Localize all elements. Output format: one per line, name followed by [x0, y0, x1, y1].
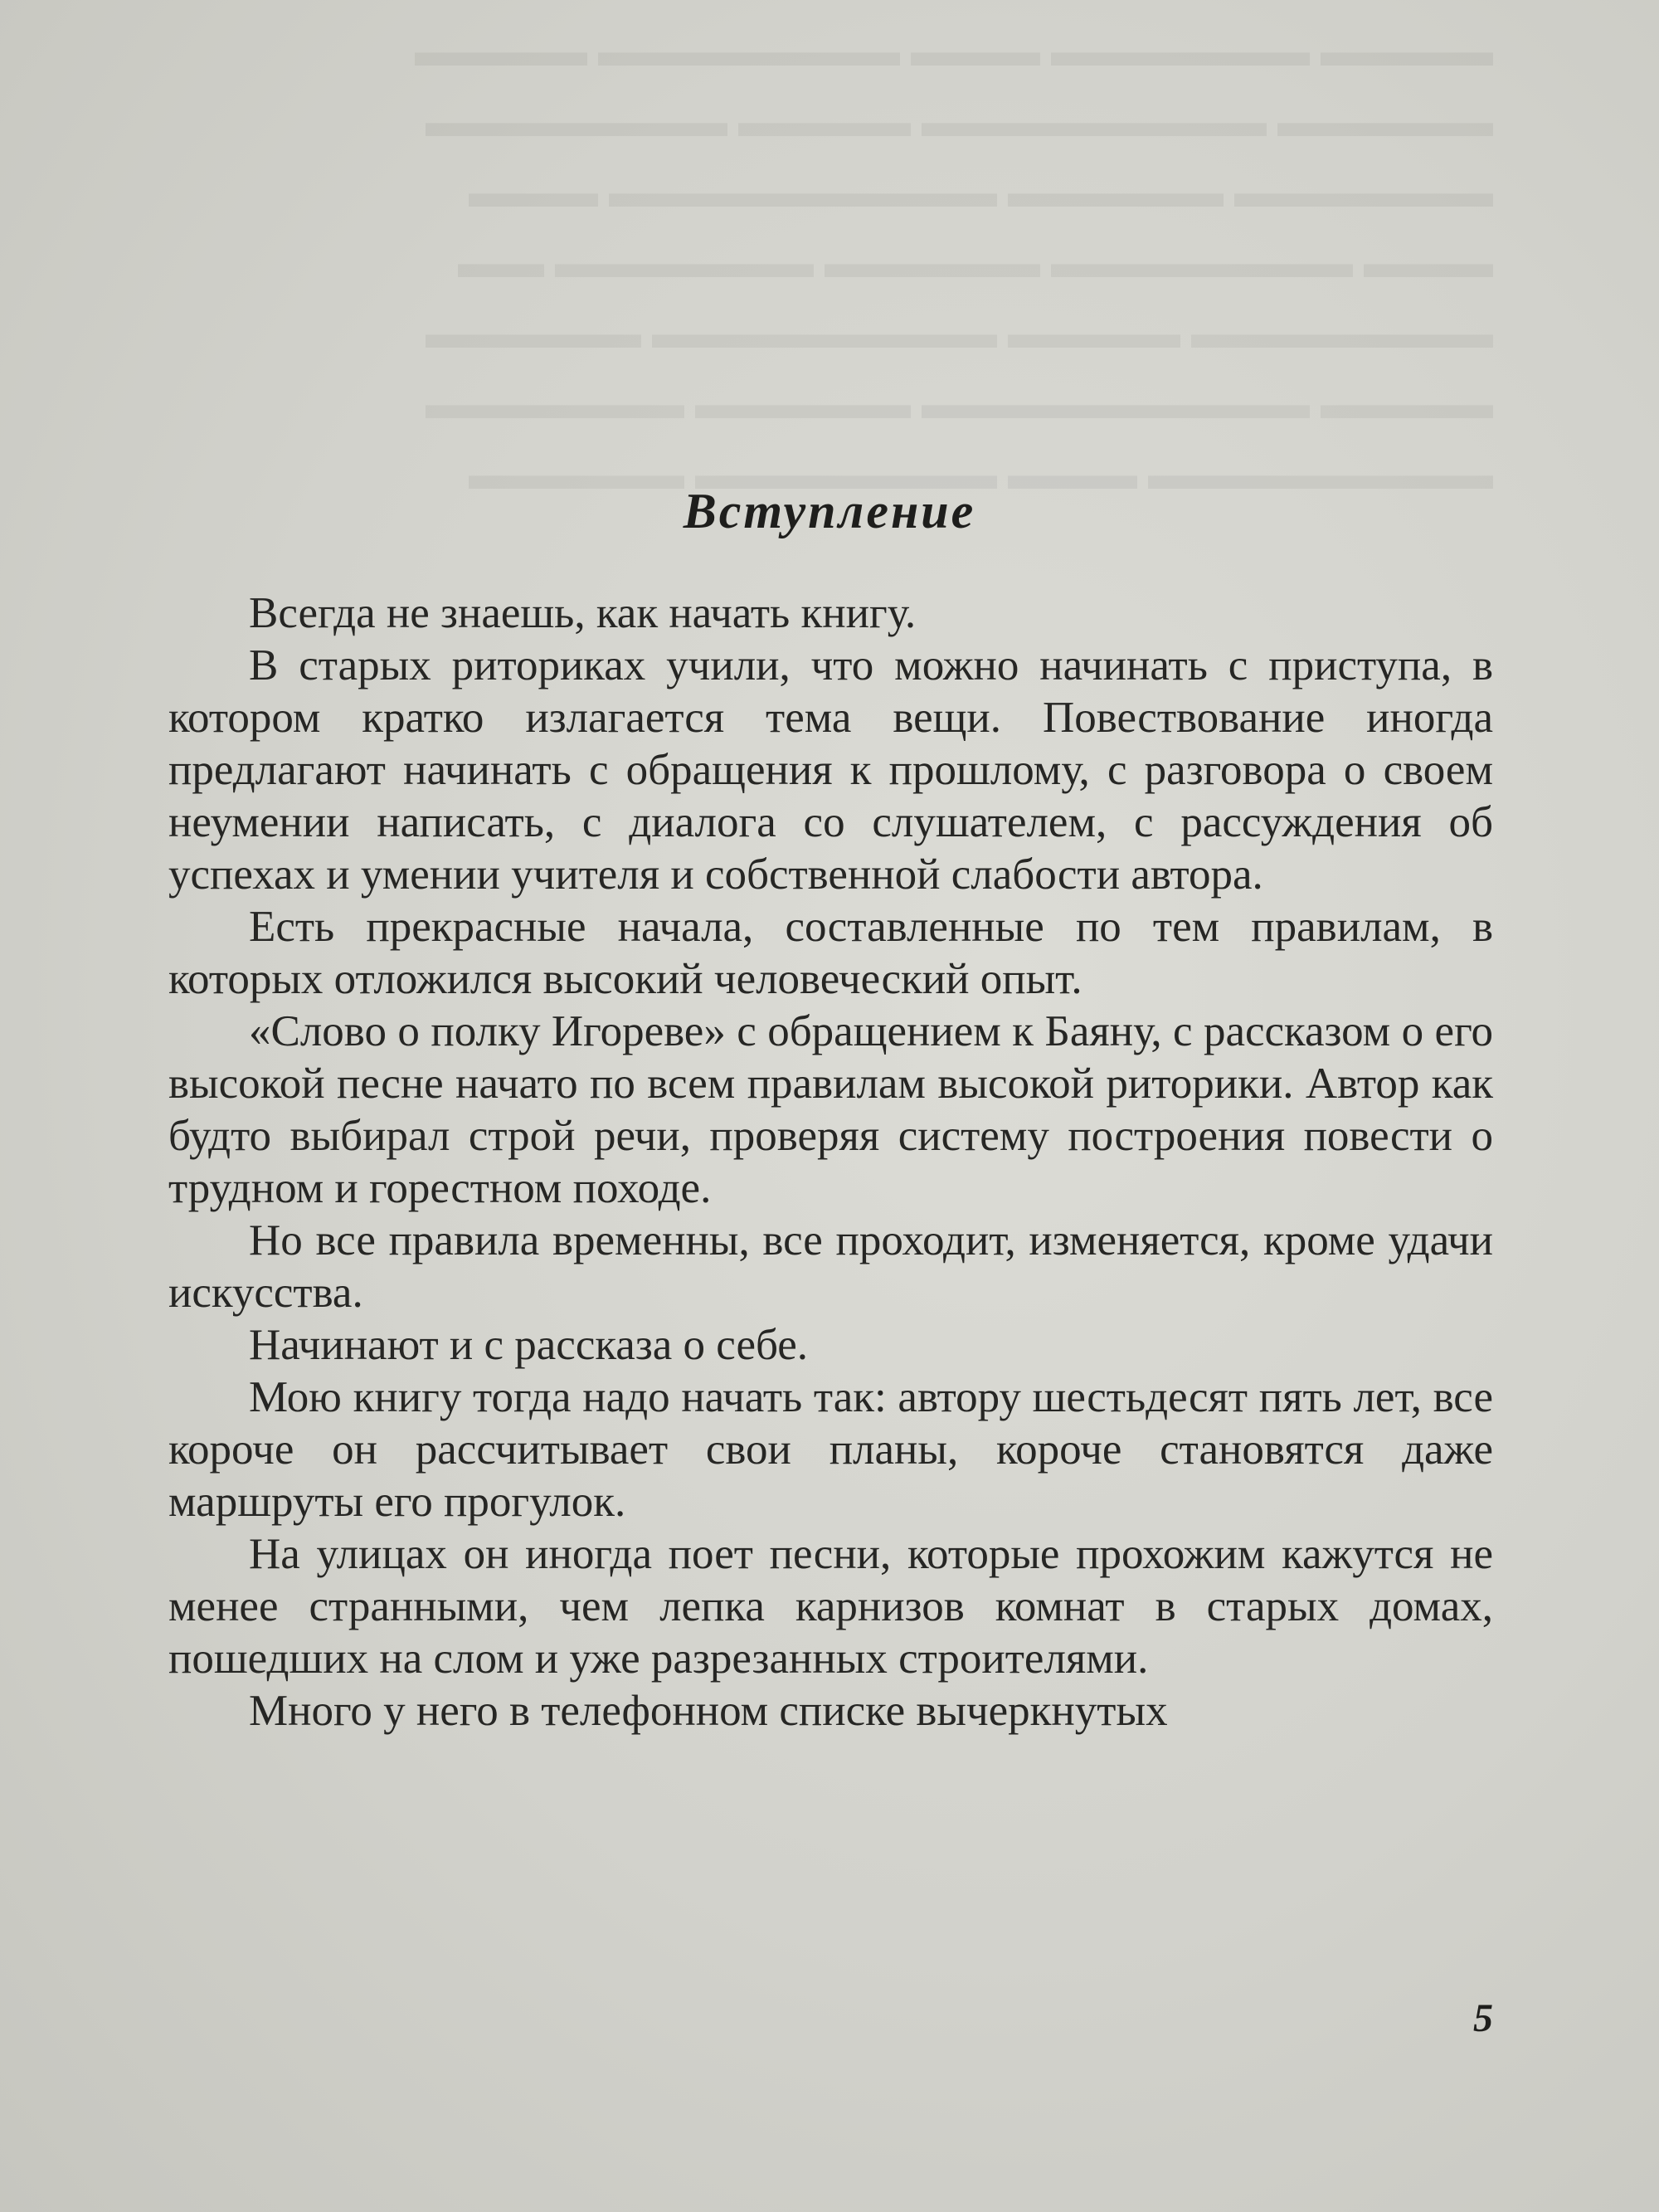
paragraph: Всегда не знаешь, как начать книгу. — [249, 589, 917, 637]
chapter-title: Вступление — [683, 484, 976, 538]
bleed-through-texture: ▬▬▬▬ ▬▬▬▬▬▬ ▬▬▬ ▬▬▬▬▬▬▬ ▬▬▬▬ ▬▬▬▬▬ ▬▬▬▬▬▬▬▬ ▬▬▬▬ ▬▬▬▬▬▬▬ ▬▬▬▬▬▬ ▬▬▬▬▬ ▬▬▬▬▬▬▬▬▬ ▬▬▬ ▬▬▬ ▬▬▬▬▬▬▬ ▬▬▬▬▬ ▬▬▬▬▬▬ ▬▬ ▬▬▬▬▬▬▬ ▬▬▬▬ ▬▬▬▬▬▬▬▬ ▬▬▬▬▬ ▬▬▬▬ ▬▬▬▬▬▬▬▬▬ ▬▬▬▬▬ ▬▬▬▬▬▬ ▬▬▬▬▬▬▬▬ ▬▬▬ ▬▬▬▬▬▬▬ ▬▬▬▬▬ — [415, 28, 1493, 499]
paragraph: Но все правила временны, все проходит, изменяется, кроме удачи искусства. — [168, 1216, 1493, 1317]
paragraph: Мою книгу тогда надо начать так: автору шестьдесят пять лет, все короче он рассчитывает свои планы, короче становятся даже маршруты его прогулок. — [168, 1373, 1493, 1526]
body-text — [168, 587, 1493, 1737]
page-number: 5 — [1473, 1996, 1493, 2040]
paragraph: Много у него в телефонном списке вычеркнутых — [249, 1687, 1168, 1735]
paragraph: «Слово о полку Игореве» с обращением к Баяну, с рассказом о его высокой песне начато по всем правилам высокой риторики. Автор как будто выбирал строй речи, проверяя систему построения повести о трудном и горестном походе. — [168, 1007, 1493, 1212]
paragraph: На улицах он иногда поет песни, которые прохожим кажутся не менее странными, чем лепка карнизов комнат в старых домах, пошедших на слом и уже разрезанных строителями. — [168, 1530, 1493, 1683]
paragraph: В старых риториках учили, что можно начинать с приступа, в котором кратко излагается тема вещи. Повествование иногда предлагают начинать с обращения к прошлому, с разговора о своем неумении написать, с диалога со слушателем, с рассуждения об успехах и умении учителя и собственной слабости автора. — [168, 641, 1493, 899]
paragraph: Есть прекрасные начала, составленные по тем правилам, в которых отложился высокий человеческий опыт. — [168, 903, 1493, 1003]
paragraph: Начинают и с рассказа о себе. — [249, 1321, 809, 1369]
